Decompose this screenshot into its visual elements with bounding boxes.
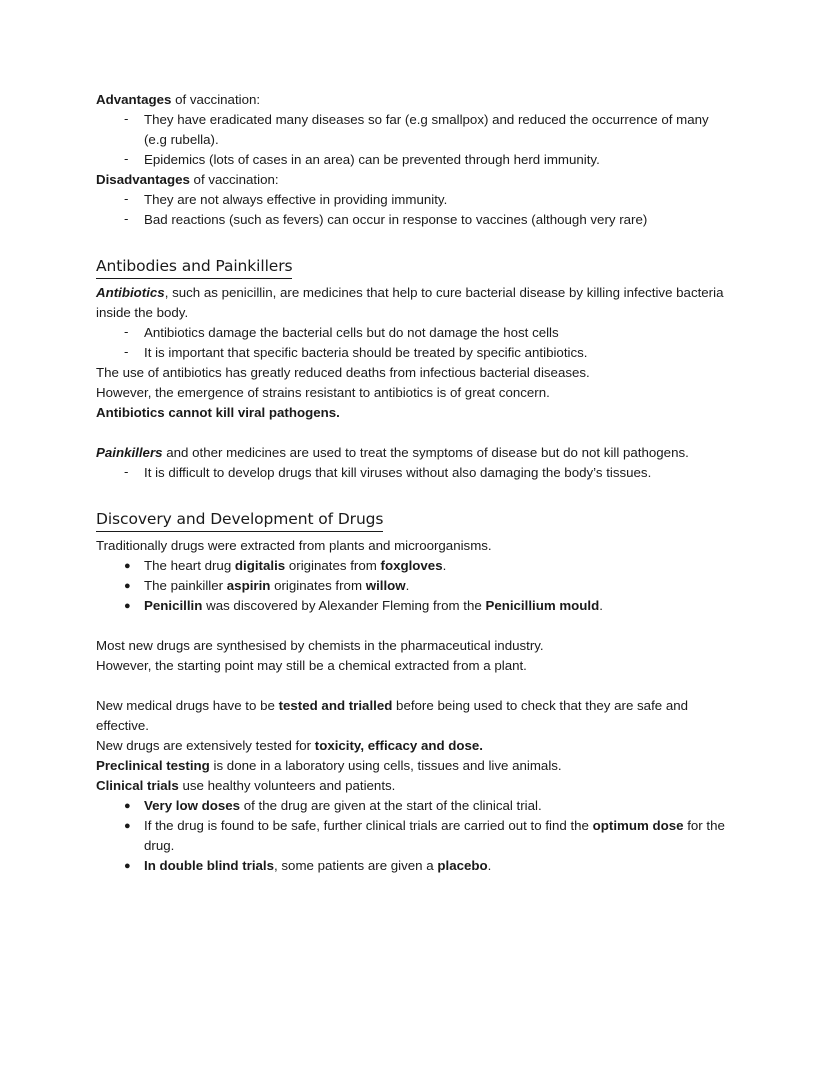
bold-run: tested and trialled xyxy=(278,698,393,713)
synthesis-line xyxy=(96,636,728,656)
antibiotics-definition xyxy=(96,283,728,323)
bold-run: foxgloves xyxy=(380,558,443,573)
bold-run: Antibiotics cannot kill viral pathogens. xyxy=(96,405,340,420)
text-run: , such as penicillin, are medicines that help to cure bacterial disease by killing infective bacteria inside the body. xyxy=(96,285,724,320)
list-item xyxy=(96,596,728,616)
text-run: New drugs are extensively tested for xyxy=(96,738,315,753)
text-run: originates from xyxy=(270,578,366,593)
list-item-text xyxy=(144,345,587,360)
text-run: . xyxy=(405,578,410,593)
bold-run: optimum dose xyxy=(592,818,684,833)
text-run: of vaccination: xyxy=(189,172,279,187)
text-run: Bad reactions (such as fevers) can occur in response to vaccines (although very rare) xyxy=(144,212,648,227)
antibiotics-viral-line xyxy=(96,403,728,423)
bold-run: Preclinical testing xyxy=(96,758,210,773)
list-item-text xyxy=(144,598,603,613)
gap-before-painkillers xyxy=(96,423,728,443)
bold-run: digitalis xyxy=(234,558,286,573)
section-spacer xyxy=(96,483,728,507)
bold-run: placebo xyxy=(437,858,488,873)
bold-run: In double blind trials xyxy=(144,858,275,873)
list-item-text xyxy=(144,798,542,813)
text-run: The heart drug xyxy=(144,558,235,573)
text-run: and other medicines are used to treat the symptoms of disease but do not kill pathogens. xyxy=(162,445,689,460)
list-item xyxy=(96,210,728,230)
disadvantages-heading-line xyxy=(96,170,728,190)
text-run: The painkiller xyxy=(144,578,227,593)
list-item-text xyxy=(144,465,651,480)
list-item-text xyxy=(144,325,559,340)
antibiotics-list xyxy=(96,323,728,363)
text-run: New medical drugs have to be xyxy=(96,698,279,713)
section-heading-wrap xyxy=(96,254,728,279)
document-content xyxy=(96,90,728,876)
bold-italic-run: Painkillers xyxy=(96,445,163,460)
bullet-dash-icon: - xyxy=(124,191,129,206)
text-run: was discovered by Alexander Fleming from the xyxy=(202,598,486,613)
bullet-dot-icon: ● xyxy=(124,860,131,872)
list-item-text xyxy=(144,192,447,207)
list-item-text xyxy=(144,578,409,593)
section-spacer xyxy=(96,230,728,254)
text-run: It is difficult to develop drugs that kill viruses without also damaging the body’s tissues. xyxy=(144,465,652,480)
bullet-dash-icon: - xyxy=(124,464,129,479)
painkillers-list xyxy=(96,463,728,483)
section-heading: Discovery and Development of Drugs xyxy=(96,507,383,532)
bullet-dot-icon: ● xyxy=(124,580,131,592)
bullet-dash-icon: - xyxy=(124,344,129,359)
testing-trialling-para xyxy=(96,696,728,736)
bold-run: aspirin xyxy=(226,578,271,593)
bullet-dash-icon: - xyxy=(124,211,129,226)
text-run: They are not always effective in providing immunity. xyxy=(144,192,448,207)
text-run: . xyxy=(442,558,447,573)
toxicity-efficacy-dose-line xyxy=(96,736,728,756)
list-item xyxy=(96,816,728,856)
text-run: Epidemics (lots of cases in an area) can be prevented through herd immunity. xyxy=(144,152,600,167)
clinical-trials-line xyxy=(96,776,728,796)
list-item xyxy=(96,190,728,210)
section-vaccination xyxy=(96,90,728,230)
bullet-dot-icon: ● xyxy=(124,560,131,572)
bullet-dash-icon: - xyxy=(124,111,129,126)
bold-run: toxicity, efficacy and dose. xyxy=(314,738,484,753)
bold-run: willow xyxy=(365,578,406,593)
list-item-text xyxy=(144,112,709,147)
list-item xyxy=(96,576,728,596)
text-run: , some patients are given a xyxy=(274,858,438,873)
list-item xyxy=(96,463,728,483)
text-run: originates from xyxy=(285,558,381,573)
list-item-text xyxy=(144,818,725,853)
list-item-text xyxy=(144,212,647,227)
text-run: is done in a laboratory using cells, tissues and live animals. xyxy=(209,758,562,773)
list-item xyxy=(96,556,728,576)
list-item xyxy=(96,343,728,363)
bold-run: Penicillin xyxy=(144,598,203,613)
text-run: Traditionally drugs were extracted from plants and microorganisms. xyxy=(96,538,492,553)
text-run: The use of antibiotics has greatly reduced deaths from infectious bacterial diseases. xyxy=(96,365,590,380)
bold-run: Clinical trials xyxy=(96,778,179,793)
list-item xyxy=(96,323,728,343)
text-run: before being used to check that they are safe and effective. xyxy=(96,698,689,733)
bold-run: Very low doses xyxy=(144,798,241,813)
bold-run: Penicillium mould xyxy=(485,598,600,613)
starting-point-line xyxy=(96,656,728,676)
section-heading: Antibodies and Painkillers xyxy=(96,254,292,279)
list-item xyxy=(96,110,728,150)
list-item xyxy=(96,150,728,170)
antibiotics-deaths-line xyxy=(96,363,728,383)
text-run: . xyxy=(487,858,492,873)
bold-run: Disadvantages xyxy=(96,172,190,187)
text-run: If the drug is found to be safe, further clinical trials are carried out to find the xyxy=(144,818,593,833)
bullet-dash-icon: - xyxy=(124,324,129,339)
gap-before-synthesis xyxy=(96,616,728,636)
bold-run: Advantages xyxy=(96,92,172,107)
drug-origins-list xyxy=(96,556,728,616)
list-item xyxy=(96,856,728,876)
bullet-dash-icon: - xyxy=(124,151,129,166)
bold-italic-run: Antibiotics xyxy=(96,285,165,300)
text-run: Most new drugs are synthesised by chemists in the pharmaceutical industry. xyxy=(96,638,544,653)
bullet-dot-icon: ● xyxy=(124,820,131,832)
text-run: of the drug are given at the start of the clinical trial. xyxy=(240,798,542,813)
text-run: . xyxy=(599,598,603,613)
text-run: Antibiotics damage the bacterial cells but do not damage the host cells xyxy=(144,325,559,340)
bullet-dot-icon: ● xyxy=(124,800,131,812)
list-item-text xyxy=(144,858,491,873)
text-run: use healthy volunteers and patients. xyxy=(178,778,396,793)
text-run: It is important that specific bacteria should be treated by specific antibiotics. xyxy=(144,345,588,360)
text-run: However, the emergence of strains resistant to antibiotics is of great concern. xyxy=(96,385,550,400)
section-discovery-and-development-of-drugs xyxy=(96,483,728,876)
antibiotics-resistance-line xyxy=(96,383,728,403)
text-run: They have eradicated many diseases so far (e.g smallpox) and reduced the occurrence of many (e.g rubella). xyxy=(144,112,709,147)
traditional-extraction-line xyxy=(96,536,728,556)
list-item-text xyxy=(144,558,446,573)
text-run: of vaccination: xyxy=(171,92,261,107)
section-heading-wrap xyxy=(96,507,728,532)
text-run: However, the starting point may still be a chemical extracted from a plant. xyxy=(96,658,527,673)
section-antibodies-and-painkillers xyxy=(96,230,728,483)
advantages-list xyxy=(96,110,728,170)
disadvantages-list xyxy=(96,190,728,230)
painkillers-definition xyxy=(96,443,728,463)
bullet-dot-icon: ● xyxy=(124,600,131,612)
text-run: for the drug. xyxy=(144,818,725,853)
list-item-text xyxy=(144,152,600,167)
list-item xyxy=(96,796,728,816)
preclinical-testing-line xyxy=(96,756,728,776)
clinical-trials-list xyxy=(96,796,728,876)
advantages-heading-line xyxy=(96,90,728,110)
gap-before-testing xyxy=(96,676,728,696)
